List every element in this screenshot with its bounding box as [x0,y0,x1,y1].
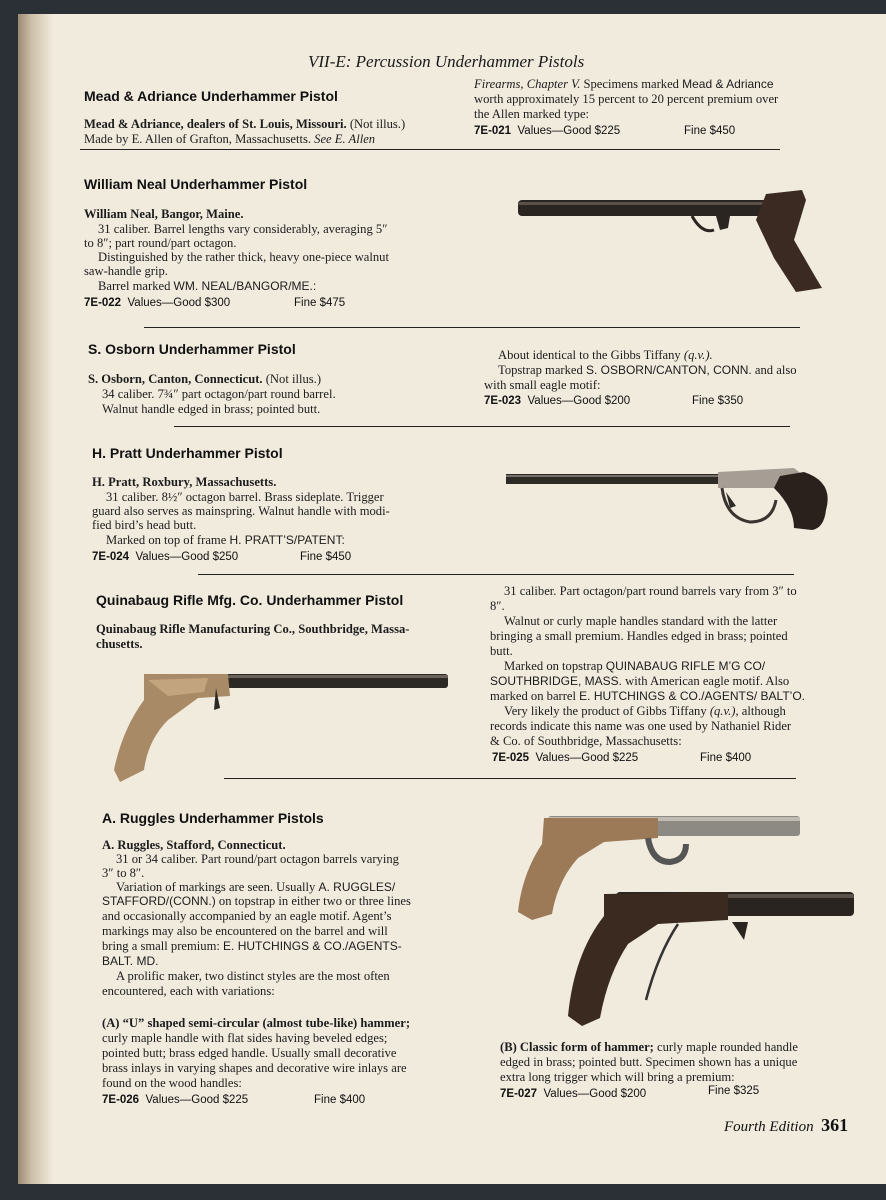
ruggles-b-line1 [500,1040,798,1055]
ruggles-l4b: on topstrap in either two or three lines [215,894,411,908]
divider-rule [224,778,796,779]
quinabaug-r4: bringing a small premium. Handles edged in brass; pointed [490,629,788,643]
osborn-l1: 34 caliber. 7¾″ part octagon/part round barrel. [102,387,336,401]
ruggles-a-fine: Fine $400 [314,1094,366,1106]
ruggles-b2: edged in brass; pointed butt. Specimen shown has a unique [500,1055,798,1069]
quinabaug-r8b: E. HUTCHINGS & CO./AGENTS/ BALT’O. [579,689,805,703]
quinabaug-r9a: Very likely the product of Gibbs Tiffany [504,704,710,718]
osborn-r2c: and also [751,363,797,377]
pratt-pistol-image [504,448,836,548]
pratt-good: Values—Good $250 [135,551,239,563]
mead-col2-line3: the Allen marked type: [474,107,590,121]
neal-l5b: WM. NEAL/BANGOR/ME.: [173,279,317,293]
ruggles-l1: 31 or 34 caliber. Part round/part octagon barrels varying [116,852,399,866]
osborn-r1 [498,348,713,363]
quinabaug-r9b: (q.v.), [709,704,739,718]
quinabaug-r2: 8″. [490,599,505,613]
mead-line2b: See E. Allen [314,132,376,146]
neal-l1: 31 caliber. Barrel lengths vary considerably, averaging 5″ [98,222,388,236]
quinabaug-r11: & Co. of Southbridge, Massachusetts: [490,734,682,748]
ruggles-a4: found on the wood handles: [102,1076,242,1090]
mead-fine: Fine $450 [684,125,736,137]
osborn-maker: S. Osborn, Canton, Connecticut. [88,372,263,386]
quinabaug-r10: records indicate this name was one used by Nathaniel Rider [490,719,792,733]
ruggles-a1: curly maple handle with flat sides having beveled edges; [102,1031,388,1045]
mead-line2 [84,132,375,147]
entry-title-quinabaug: Quinabaug Rifle Mfg. Co. Underhammer Pistol [96,592,404,608]
ruggles-l8: BALT. MD. [102,954,159,968]
neal-good: Values—Good $300 [127,297,231,309]
pratt-maker: H. Pratt, Roxbury, Massachusetts. [92,475,277,489]
neal-l3: Distinguished by the rather thick, heavy one-piece walnut [98,250,389,264]
osborn-l2: Walnut handle edged in brass; pointed butt. [102,402,321,416]
ruggles-l7 [102,939,402,954]
ruggles-a-label: (A) “U” shaped semi-circular (almost tube-like) hammer; [102,1016,411,1030]
mead-line2a: Made by E. Allen of Grafton, Massachusetts. [84,132,315,146]
mead-col2-line1 [474,77,774,92]
osborn-r1b: (q.v.). [683,348,713,362]
mead-col2-l1c: Mead & Adriance [682,77,774,91]
osborn-r2 [498,363,797,378]
pratt-code: 7E-024 [92,551,130,563]
quinabaug-pistol-image [108,660,454,796]
quinabaug-fine: Fine $400 [700,752,752,764]
osborn-r1a: About identical to the Gibbs Tiffany [498,348,684,362]
mead-maker: Mead & Adriance, dealers of St. Louis, Missouri. [84,117,347,131]
ruggles-a-good: Values—Good $225 [145,1094,249,1106]
ruggles-b-code: 7E-027 [500,1088,538,1100]
pratt-l1: 31 caliber. 8½″ octagon barrel. Brass sideplate. Trigger [106,490,384,504]
quinabaug-r7 [490,674,789,689]
ruggles-a-code: 7E-026 [102,1094,140,1106]
ruggles-l7b: E. HUTCHINGS & CO./AGENTS- [223,939,402,953]
ruggles-a2: pointed butt; brass edged handle. Usually small decorative [102,1046,397,1060]
neal-l5a: Barrel marked [98,279,174,293]
divider-rule [174,426,790,427]
pratt-l4 [106,533,345,548]
quinabaug-r8a: marked on barrel [490,689,580,703]
ruggles-l7a: bring a small premium: [102,939,224,953]
quinabaug-r5: butt. [490,644,513,658]
mead-good: Values—Good $225 [517,125,621,137]
page-footer [724,1115,848,1136]
quinabaug-r9c: although [738,704,786,718]
entry-title-mead: Mead & Adriance Underhammer Pistol [84,88,338,104]
osborn-r2a: Topstrap marked [498,363,586,377]
quinabaug-maker-2: chusetts. [96,637,143,651]
mead-col2-l1a: Firearms, Chapter V. [474,77,581,91]
neal-code: 7E-022 [84,297,122,309]
ruggles-b-values [500,1088,646,1100]
ruggles-l6: markings may also be encountered on the barrel and will [102,924,388,938]
neal-values [84,297,230,309]
ruggles-b-label: (B) Classic form of hammer; [500,1040,654,1054]
quinabaug-r3: Walnut or curly maple handles standard with the latter [504,614,778,628]
quinabaug-r7b: with American eagle motif. Also [622,674,790,688]
quinabaug-r1: 31 caliber. Part octagon/part round barrels vary from 3″ to [504,584,797,598]
mead-maker-note: (Not illus.) [346,117,406,131]
neal-maker: William Neal, Bangor, Maine. [84,207,244,221]
neal-l5 [98,279,316,294]
pratt-l3: fied bird’s head butt. [92,518,197,532]
quinabaug-good: Values—Good $225 [535,752,639,764]
mead-code: 7E-021 [474,125,512,137]
divider-rule [80,149,780,150]
entry-title-ruggles: A. Ruggles Underhammer Pistols [102,810,324,826]
running-header: VII-E: Percussion Underhammer Pistols [308,52,585,71]
neal-pistol-image [516,180,836,304]
page-number: 361 [821,1115,849,1135]
pratt-l2: guard also serves as mainspring. Walnut handle with modi- [92,504,390,518]
mead-col2-line2: worth approximately 15 percent to 20 percent premium over [474,92,779,106]
book-page [18,14,886,1184]
osborn-maker-note: (Not illus.) [262,372,322,386]
pratt-values [92,551,238,563]
neal-fine: Fine $475 [294,297,346,309]
entry-title-osborn: S. Osborn Underhammer Pistol [88,341,296,357]
ruggles-b-fine: Fine $325 [708,1085,760,1097]
osborn-maker-line [88,372,321,387]
ruggles-l3a: Variation of markings are seen. Usually [116,880,319,894]
divider-rule [144,327,800,328]
quinabaug-r8 [490,689,805,704]
osborn-r3: with small eagle motif: [484,378,601,392]
osborn-r2b: S. OSBORN/CANTON, CONN. [585,363,752,377]
quinabaug-code: 7E-025 [492,752,530,764]
pratt-l4a: Marked on top of frame [106,533,230,547]
osborn-values [484,395,630,407]
mead-col2-l1b: Specimens marked [580,77,683,91]
ruggles-a3: brass inlays in varying shapes and decorative wire inlays are [102,1061,407,1075]
osborn-fine: Fine $350 [692,395,744,407]
entry-title-pratt: H. Pratt Underhammer Pistol [92,445,283,461]
mead-values [474,125,620,137]
ruggles-maker: A. Ruggles, Stafford, Connecticut. [102,838,286,852]
quinabaug-r6 [504,659,765,674]
quinabaug-r6a: Marked on topstrap [504,659,606,673]
pratt-l4b: H. PRATT’S/PATENT: [229,533,345,547]
ruggles-l3 [116,880,395,895]
ruggles-l10: encountered, each with variations: [102,984,275,998]
ruggles-b-good: Values—Good $200 [543,1088,647,1100]
ruggles-b3: extra long trigger which will bring a premium: [500,1070,735,1084]
pratt-fine: Fine $450 [300,551,352,563]
osborn-code: 7E-023 [484,395,522,407]
ruggles-b1: curly maple rounded handle [653,1040,798,1054]
mead-maker-line [84,117,405,132]
quinabaug-r9 [504,704,786,719]
ruggles-l9: A prolific maker, two distinct styles are the most often [116,969,390,983]
quinabaug-r6b: QUINABAUG RIFLE M’G CO/ [605,659,766,673]
quinabaug-values [492,752,638,764]
neal-l4: saw-handle grip. [84,264,168,278]
ruggles-pistols-image [508,804,858,1034]
ruggles-a-values [102,1094,248,1106]
footer-edition: Fourth Edition [724,1119,814,1135]
ruggles-l4 [102,894,411,909]
ruggles-l2: 3″ to 8″. [102,866,145,880]
divider-rule [198,574,794,575]
neal-l2: to 8″; part round/part octagon. [84,236,237,250]
quinabaug-maker-1: Quinabaug Rifle Manufacturing Co., Southbridge, Massa- [96,622,410,636]
ruggles-l3b: A. RUGGLES/ [318,880,396,894]
quinabaug-r7a: SOUTHBRIDGE, MASS. [490,674,623,688]
osborn-good: Values—Good $200 [527,395,631,407]
ruggles-l5: and occasionally accompanied by an eagle motif. Agent’s [102,909,392,923]
ruggles-l4a: STAFFORD/(CONN.) [102,894,216,908]
entry-title-neal: William Neal Underhammer Pistol [84,176,308,192]
